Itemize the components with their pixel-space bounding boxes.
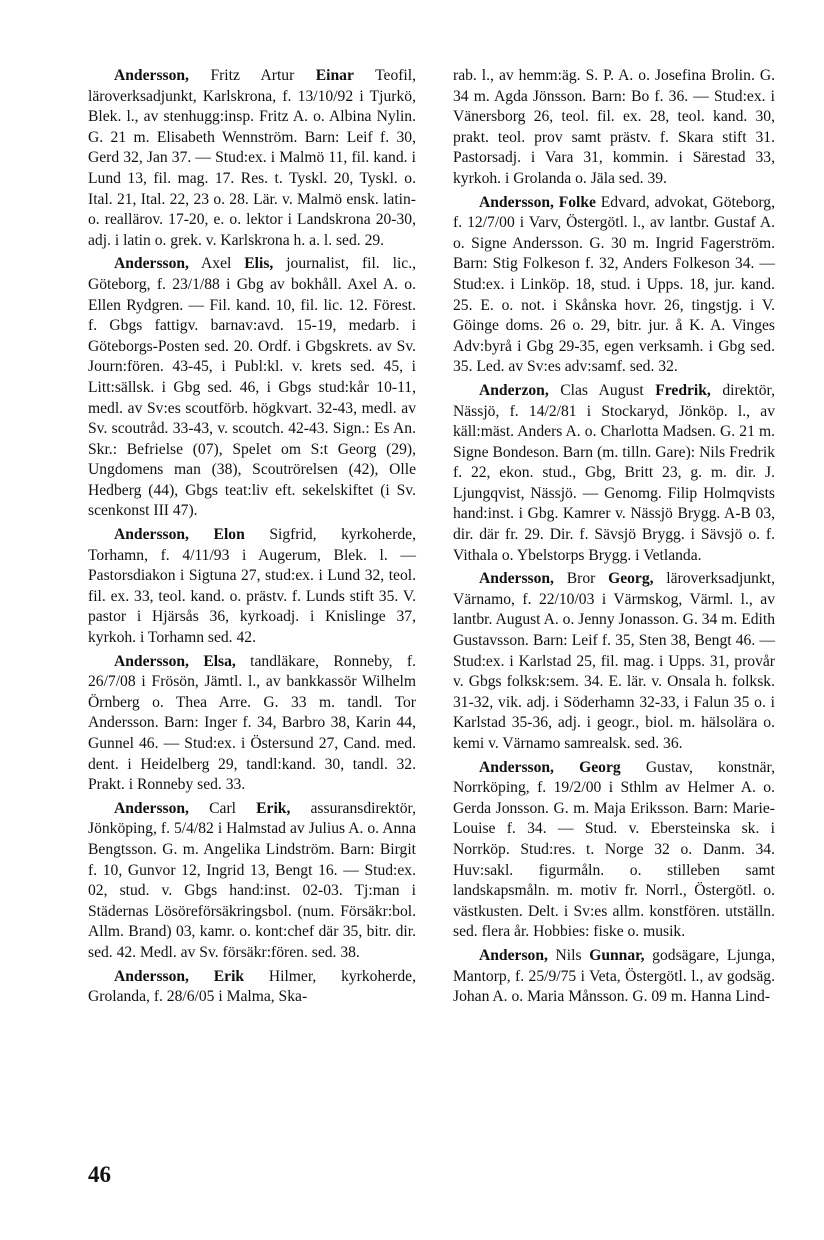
biography-entry — [453, 946, 775, 1008]
entry-given-names: Nils — [547, 946, 590, 964]
entry-given-names: Fritz Artur — [188, 67, 316, 84]
entry-surname: Andersson, — [114, 967, 189, 985]
biography-entry — [453, 193, 775, 378]
entry-given-names — [554, 759, 579, 776]
entry-text: Hilmer, kyrkoherde, Grolanda, f. 28/6/05 i Malma, Ska- — [88, 967, 416, 1006]
entry-called-name: Fredrik, — [655, 381, 711, 399]
biography-entry-continuation — [453, 66, 775, 190]
entry-given-names: Carl — [188, 799, 257, 817]
entry-text: tandläkare, Ronneby, f. 26/7/08 i Frösön, Jämtl. l., av bankkassör Wilhelm Örnberg o. Thea Arre. G. 33 m. tandl. Tor Andersson. Barn: Inger f. 34, Barbro 38, Karin 44, Gunnel 46. — Stud:ex. i Östersund 27, Cand. med. dent. i Heidelberg 29, tandl:kand. 30, tandl. 32. Prakt. i Ronneby sed. 33. — [88, 652, 416, 794]
entry-called-name: Folke — [558, 193, 596, 211]
entry-called-name: Georg — [579, 758, 621, 776]
entry-given-names: Axel — [188, 255, 245, 273]
entry-surname: Andersson, — [114, 652, 189, 670]
entry-surname: Andersson, — [114, 526, 189, 544]
biography-entry — [88, 254, 416, 522]
entry-text: direktör, Nässjö, f. 14/2/81 i Stockaryd, Jönköp. l., av käll:mäst. Anders A. o. Charlotta Madsen. G. 21 m. Signe Bondeson. Barn (m. tilln. Gare): Nils Fredrik f. 22, ekon. stud., Gbg, Britt 23, g. m. dir. J. Ljungqvist, Nässjö. — Genomg. Filip Holmqvists hand:inst. i Gbg. Kamrer v. Nässjö Brygg. A-B 03, dir. där fr. 29. Dir. f. Sävsjö Brygg. i Sävsjö o. f. Vithala o. Ybelstorps Brygg. i Vetlanda. — [453, 381, 775, 564]
biography-entry — [88, 967, 416, 1008]
entry-text: Edvard, advokat, Göteborg, f. 12/7/00 i Varv, Östergötl. l., av lantbr. Gustaf A. o. Signe Andersson. G. 30 m. Ingrid Fagerström. Barn: Stig Folkeson f. 32, Anders Folkeson 34. — Stud:ex. i Linköp. 18, stud. i Upps. 18, jur. kand. 25. E. o. not. i Skånska hovr. 26, tingstjg. i V. Göinge doms. 26 o. 29, bitr. jur. å K. A. Vinges Adv:byrå i Gbg 29-35, egen verksamh. i Gbg sed. 35. Led. av Sv:es adv:samf. sed. 32. — [453, 193, 775, 376]
entry-text: Gustav, konstnär, Norrköping, f. 19/2/00 i Sthlm av Helmer A. o. Gerda Jonsson. G. m. Maja Eriksson. Barn: Marie-Louise f. 34. — Stud. v. Ebersteinska sk. i Norrköp. Stud:res. t. Norge 32 o. Danm. 34. Huv:sakl. figurmåln. o. stilleben samt landskapsmåln. m. motiv fr. Norrl., Östergötl. o. västkusten. Delt. i Sv:es allm. konstfören. utställn. sed. flera år. Hobbies: fiske o. musik. — [453, 758, 775, 941]
entry-surname: Anderson, — [479, 946, 548, 964]
entry-called-name: Elon — [213, 526, 245, 544]
entry-given-names — [189, 653, 203, 670]
biography-entry — [453, 569, 775, 754]
entry-text: assuransdirektör, Jönköping, f. 5/4/82 i Halmstad av Julius A. o. Anna Bengtsson. G. m. Angelika Lindström. Barn: Birgit f. 10, Gunvor 12, Ingrid 13, Bengt 16. — Stud:ex. 02, stud. v. Gbgs hand:inst. 02-03. Tj:man i Städernas Lösöreförsäkringsbol. (num. Försäkr:bol. Allm. Brand) 03, kamr. o. kont:chef där 35, bitr. dir. sed. 42. Medl. av Sv. försäkr:fören. sed. 38. — [88, 799, 416, 961]
left-column — [88, 66, 416, 1011]
biography-entry — [88, 652, 416, 796]
entry-text: journalist, fil. lic., Göteborg, f. 23/1/88 i Gbg av bokhåll. Axel A. o. Ellen Rydgren. — Fil. kand. 10, fil. lic. 12. Förest. f. Gbgs fattigv. barnav:avd. 15-19, medarb. i Göteborgs-Posten sed. 20. Ordf. i Gbgskrets. av Sv. Journ:fören. 43-45, i Publ:kl. v. krets sed. 45, i Litt:sällsk. i Gbg sed. 46, i Gbgs stud:kår 10-11, medl. av Sv:es scoutförb. högkvart. 32-43, medl. av Sv. scoutråd. 33-43, v. scoutch. 42-43. Sign.: Es An. Skr.: Befrielse (07), Spelet om S:t Georg (29), Ungdomens man (38), Scoutrörelsen (42), Olle Hedberg (44), Gbgs teat:liv eft. sekelskiftet (i Sv. scenkonst III 47). — [88, 255, 417, 520]
entry-called-name: Gunnar, — [589, 946, 645, 964]
entry-given-names: Bror — [553, 570, 609, 588]
entry-surname: Andersson, — [479, 193, 554, 211]
entry-text: rab. l., av hemm:äg. S. P. A. o. Josefina Brolin. G. 34 m. Agda Jönsson. Barn: Bo f. 36. — Stud:ex. i Vänersborg 26, teol. fil. ex. 28, teol. kand. 30, prakt. teol. prov samt prästv. f. Skara stift 31. Pastorsadj. i Vara 31, kommin. i Särestad 33, kyrkoh. i Grolanda o. Jäla sed. 39. — [453, 67, 775, 187]
entry-surname: Anderzon, — [479, 381, 549, 399]
entry-given-names — [189, 526, 214, 543]
right-column — [453, 66, 775, 1011]
entry-surname: Andersson, — [114, 67, 189, 84]
entry-called-name: Erik, — [256, 799, 291, 817]
entry-called-name: Einar — [315, 67, 354, 84]
entry-surname: Andersson, — [114, 255, 189, 273]
biography-entry — [453, 381, 775, 566]
entry-text: godsägare, Ljunga, Mantorp, f. 25/9/75 i Veta, Östergötl. l., av godsäg. Johan A. o. Maria Månsson. G. 09 m. Hanna Lind- — [453, 946, 775, 1006]
biography-entry — [88, 66, 416, 251]
entry-called-name: Georg, — [608, 570, 654, 588]
page-number: 46 — [88, 1162, 111, 1187]
entry-called-name: Elsa, — [203, 652, 236, 670]
entry-called-name: Elis, — [244, 255, 274, 273]
entry-given-names: Clas August — [548, 381, 656, 399]
entry-given-names — [189, 968, 214, 985]
entry-text: Teofil, läroverksadjunkt, Karlskrona, f. 13/10/92 i Tjurkö, Blek. l., av stenhugg:insp. Fritz A. o. Albina Nylin. G. 21 m. Elisabeth Wennström. Barn: Leif f. 30, Gerd 32, Jan 37. — Stud:ex. i Malmö 11, fil. kand. i Lund 13, fil. mag. 17. Res. t. Tyskl. 20, Tyskl. o. Ital. 21, Ital. 22, 23 o. 28. Lär. v. Malmö ensk. latin- o. reallärov. 17-20, e. o. lektor i Landskrona 20-30, adj. i latin o. grek. v. Karlskrona h. a. l. sed. 29. — [88, 67, 416, 249]
entry-text: läroverksadjunkt, Värnamo, f. 22/10/03 i Värmskog, Värml. l., av lantbr. August A. o. Jenny Jonasson. G. 34 m. Edith Gustavsson. Barn: Leif f. 35, Sten 38, Bengt 46. — Stud:ex. i Karlstad 25, fil. mag. i Upps. 31, provår v. Gbgs folksk:sem. 34. E. lär. v. Onsala h. folksk. 31-32, vik. adj. i Söderhamn 32-33, i Falun 35 o. i Karlstad 35-36, adj. i geogr., biol. m. hälsolära o. kemi v. Värnamo samrealsk. sed. 36. — [453, 570, 775, 752]
entry-surname: Andersson, — [479, 570, 554, 588]
entry-text: Sigfrid, kyrkoherde, Torhamn, f. 4/11/93 i Augerum, Blek. l. — Pastorsdiakon i Sigtuna 27, stud:ex. i Lund 32, teol. fil. ex. 33, teol. kand. o. prästv. f. Lunds stift 35. V. pastor i Hjärsås 36, kyrkoadj. i Knislinge 37, kyrkoh. i Torhamn sed. 42. — [88, 526, 417, 647]
biography-entry — [453, 758, 775, 943]
biography-entry — [88, 525, 416, 649]
entry-surname: Andersson, — [114, 799, 189, 817]
biography-entry — [88, 799, 416, 964]
entry-called-name: Erik — [213, 967, 245, 985]
entry-surname: Andersson, — [479, 758, 554, 776]
